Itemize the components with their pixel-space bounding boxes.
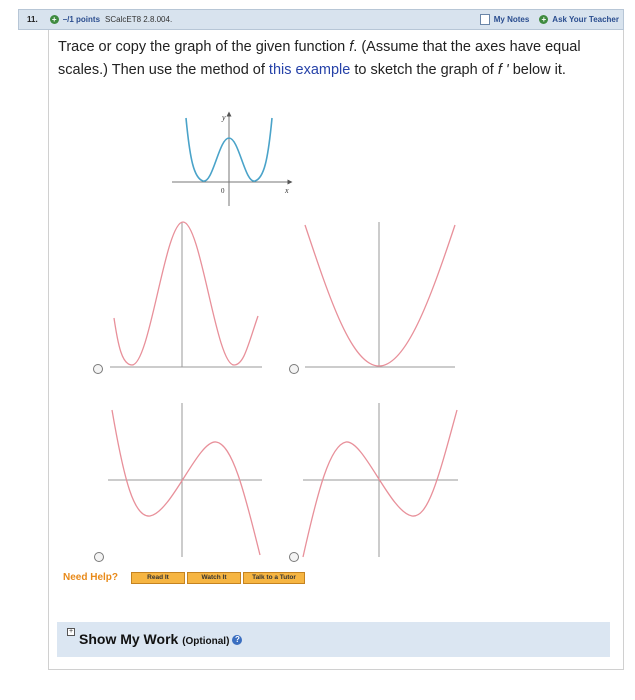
ask-teacher-plus-icon[interactable]: + xyxy=(539,15,548,24)
function-fprime: f ' xyxy=(497,62,509,78)
question-code: SCalcET8 2.8.004. xyxy=(105,15,173,24)
given-origin-label: 0 xyxy=(221,187,225,195)
optional-label: (Optional) xyxy=(182,636,230,647)
given-graph xyxy=(172,113,290,206)
option-a-radio[interactable] xyxy=(93,364,103,374)
question-text-part: . (Assume that the axes have equal scales.) Then use the method of xyxy=(58,39,581,78)
option-c-radio[interactable] xyxy=(94,552,104,562)
read-it-button[interactable]: Read It xyxy=(131,572,185,584)
given-x-label: x xyxy=(285,186,289,195)
need-help-label: Need Help? xyxy=(63,572,119,583)
option-b-curve xyxy=(305,225,455,366)
option-d-graph xyxy=(303,403,458,557)
expand-toggle-icon[interactable]: + xyxy=(68,628,74,635)
option-d-curve xyxy=(303,410,457,557)
expand-plus-icon[interactable]: + xyxy=(50,15,59,24)
question-number: 11. xyxy=(27,15,38,24)
option-b-radio[interactable] xyxy=(289,364,299,374)
watch-it-button[interactable]: Watch It xyxy=(187,572,241,584)
talk-to-tutor-button[interactable]: Talk to a Tutor xyxy=(243,572,305,584)
my-notes-link[interactable]: My Notes xyxy=(493,15,530,24)
question-points: –/1 points xyxy=(62,15,101,24)
ask-teacher-link[interactable]: Ask Your Teacher xyxy=(552,15,619,24)
option-c-graph xyxy=(108,403,262,557)
this-example-link[interactable]: this example xyxy=(268,62,351,78)
help-icon[interactable]: ? xyxy=(232,635,242,645)
question-text-part: below it. xyxy=(508,62,566,78)
option-b-graph xyxy=(305,222,455,367)
show-my-work-panel[interactable] xyxy=(57,622,610,657)
option-d-radio[interactable] xyxy=(289,552,299,562)
show-my-work-label: Show My Work xyxy=(79,631,179,647)
question-text-part: to sketch the graph of xyxy=(350,62,498,78)
function-f: f xyxy=(349,39,354,55)
option-a-curve xyxy=(114,222,258,365)
show-my-work-title[interactable] xyxy=(79,631,242,647)
question-text-part: Trace or copy the graph of the given function xyxy=(58,39,350,55)
option-c-curve xyxy=(112,410,260,555)
option-a-graph xyxy=(110,222,262,367)
given-y-label: y xyxy=(222,113,226,122)
